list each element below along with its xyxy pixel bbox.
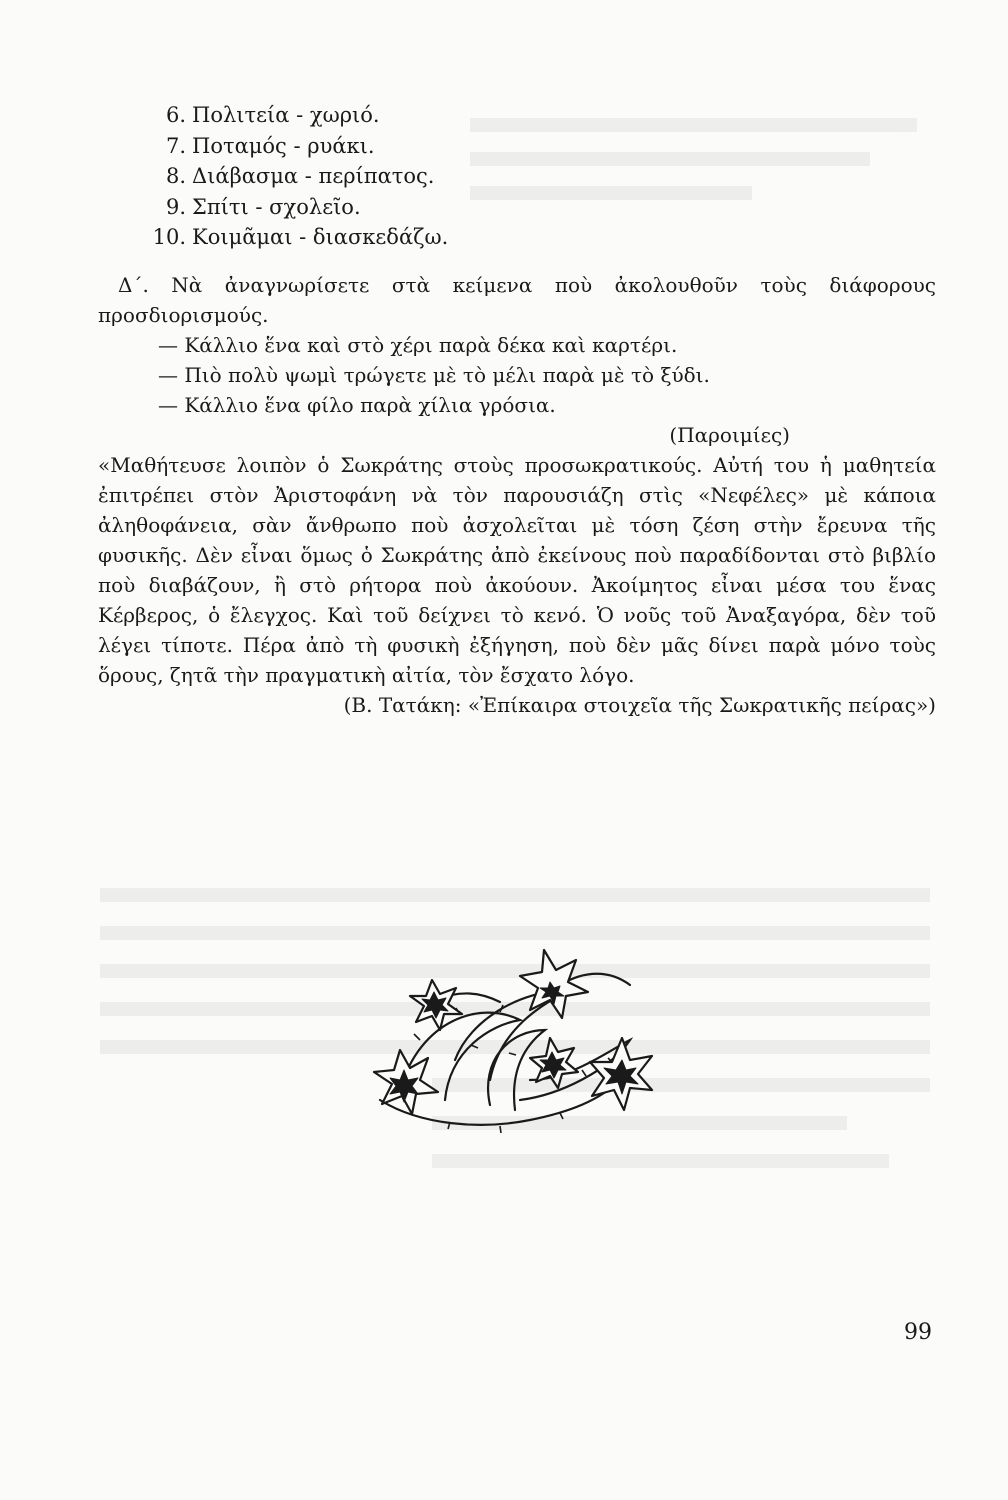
list-item bbox=[140, 161, 940, 192]
list-item-text: Ποταμός - ρυάκι. bbox=[192, 133, 375, 158]
passage-citation: (Β. Τατάκη: «Ἐπίκαιρα στοιχεῖα τῆς Σωκρατικῆς πείρας») bbox=[343, 693, 936, 717]
list-item-number: 8. bbox=[165, 164, 186, 188]
list-item-text: Διάβασμα - περίπατος. bbox=[192, 164, 435, 188]
proverb-line: — Κάλλιο ἕνα φίλο παρὰ χίλια γρόσια. bbox=[158, 393, 556, 417]
page-number: 99 bbox=[904, 1320, 932, 1345]
list-item-number: 7. bbox=[165, 133, 186, 158]
proverb-line: — Κάλλιο ἕνα καὶ στὸ χέρι παρὰ δέκα καὶ καρτέρι. bbox=[158, 333, 678, 357]
list-item bbox=[140, 131, 940, 162]
list-item bbox=[140, 192, 940, 223]
ornament-star-outline bbox=[520, 950, 588, 1018]
list-item bbox=[140, 100, 940, 131]
exercise-section bbox=[98, 270, 936, 720]
list-item-text: Πολιτεία - χωριό. bbox=[192, 103, 380, 127]
list-item-text: Σπίτι - σχολεῖο. bbox=[192, 194, 361, 219]
star-ornament bbox=[360, 930, 660, 1140]
list-item-number: 9. bbox=[165, 194, 186, 219]
exercise-heading: Δ΄. Νὰ ἀναγνωρίσετε στὰ κείμενα ποὺ ἀκολουθοῦν τοὺς διάφορους προσδιορισμούς. bbox=[98, 273, 936, 327]
word-pair-list bbox=[140, 100, 940, 253]
list-item bbox=[140, 222, 940, 253]
list-item-number: 6. bbox=[165, 103, 186, 127]
proverb-line: — Πιὸ πολὺ ψωμὶ τρώγετε μὲ τὸ μέλι παρὰ μὲ τὸ ξύδι. bbox=[158, 363, 710, 387]
list-item-number: 10. bbox=[152, 225, 186, 249]
list-item-text: Κοιμᾶμαι - διασκεδάζω. bbox=[192, 225, 449, 249]
proverbs-source: (Παροιμίες) bbox=[669, 423, 790, 447]
passage-text: «Μαθήτευσε λοιπὸν ὁ Σωκράτης στοὺς προσωκρατικούς. Αὐτή του ἡ μαθητεία ἐπιτρέπει στὸν Ἀριστοφάνη νὰ τὸν παρουσιάζη στὶς «Νεφέλες» μὲ κάποια ἀληθοφάνεια, σὰν ἄνθρωπο ποὺ ἀσχολεῖται μὲ τόση ζέση στὴν ἔρευνα τῆς φυσικῆς. Δὲν εἶναι ὅμως ὁ Σωκράτης ἀπὸ ἐκείνους ποὺ παραδίδονται στὸ βιβλίο ποὺ διαβάζουν, ἢ στὸ ρήτορα ποὺ ἀκούουν. Ἀκοίμητος εἶναι μέσα του ἕνας Κέρβερος, ὁ ἔλεγχος. Καὶ τοῦ δείχνει τὸ κενό. Ὁ νοῦς τοῦ Ἀναξαγόρα, δὲν τοῦ λέγει τίποτε. Πέρα ἀπὸ τὴ φυσικὴ ἐξήγηση, ποὺ δὲν μᾶς δίνει παρὰ μόνο τοὺς ὅρους, ζητᾶ τὴν πραγματικὴ αἰτία, τὸν ἔσχατο λόγο. bbox=[98, 453, 936, 687]
